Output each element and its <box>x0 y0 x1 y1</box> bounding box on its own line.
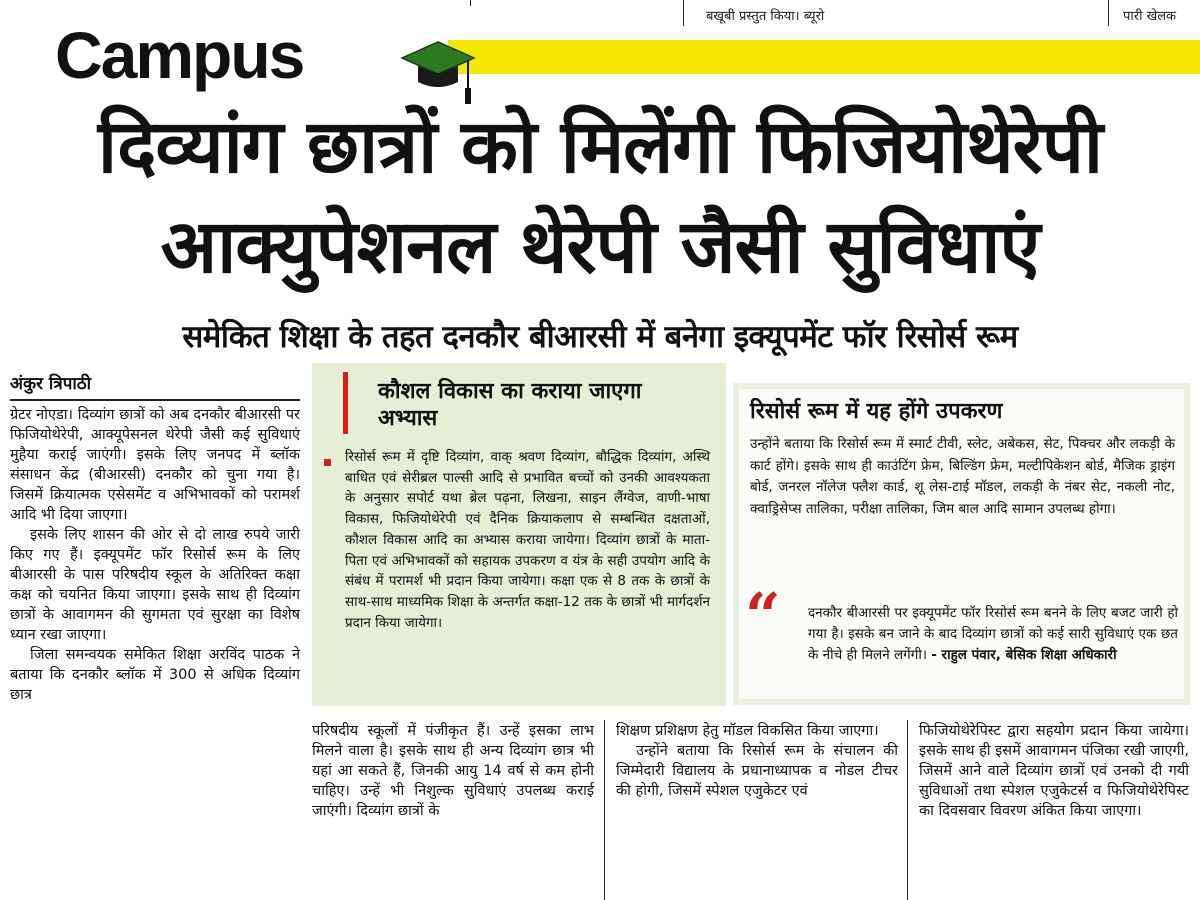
column-divider <box>604 720 605 900</box>
quote-text: दनकौर बीआरसी पर इक्यूपमेंट फॉर रिसोर्स रूम बनने के लिए बजट जारी हो गया है। इसके बन जाने के बाद दिव्यांग छात्रों को कई सारी सुविधाएं एक छत के नीचे ही मिलने लगेंगी। <box>808 605 1178 663</box>
paragraph: फिजियोथेरेपिस्ट द्वारा सहयोग प्रदान किया जायेगा। इसके साथ ही इसमें आवागमन पंजिका रखी जाएगी, जिसमें आने वाले दिव्यांग छात्रों एवं उनको दी गयी सुविधाओं तथा स्पेशल एजुकेटर्स व फिजियोथेरेपिस्ट का दिवसवार विवरण अंकित किया जाएगा। <box>919 723 1189 819</box>
left-column <box>10 405 300 705</box>
paragraph: इसके लिए शासन की ओर से दो लाख रुपये जारी किए गए हैं। इक्यूपमेंट फॉर रिसोर्स रूम के लिए बीआरसी के पास परिषदीय स्कूल के अतिरिक्त कक्षा कक्ष को चयनित किया जाएगा। इसके साथ ही दिव्यांग छात्रों के आवागमन की सुगमता एवं सुरक्षा का विशेष ध्यान रखा जाएगा। <box>10 527 300 643</box>
graduation-cap-icon <box>398 30 478 114</box>
paragraph: परिषदीय स्कूलों में पंजीकृत हैं। उन्हें इसका लाभ मिलने वाला है। इसके साथ ही अन्य दिव्यांग छात्र भी यहां आ सकते हैं, जिनकी आयु 14 वर्ष से कम होनी चाहिए। उन्हें भी निशुल्क सुविधाएं उपलब्ध कराई जाएंगी। दिव्यांग छात्रों के <box>312 723 594 819</box>
byline: अंकुर त्रिपाठी <box>10 374 92 394</box>
bullet-square-icon <box>324 459 331 466</box>
column-divider <box>683 0 684 26</box>
bottom-column-2 <box>616 721 898 801</box>
bottom-column-3 <box>919 721 1189 821</box>
headline-line-2: आक्युपेशनल थेरेपी जैसी सुविधाएं <box>160 204 1040 290</box>
paragraph: ग्रेटर नोएडा। दिव्यांग छात्रों को अब दनकौर बीआरसी पर फिजियोथेरेपी, आक्यूपेसनल थेरेपी जैसी कई सुविधाएं मुहैया कराई जाएंगी। इसके लिए जनपद में ब्लॉक संसाधन केंद्र (बीआरसी) दनकौर को चुना गया है। जिसमें क्रियात्मक एसेसमेंट व अभिभावकों को परामर्श आदि भी दिया जाएगा। <box>10 407 300 523</box>
box-body: रिसोर्स रूम में दृष्टि दिव्यांग, वाक् श्रवण दिव्यांग, बौद्धिक दिव्यांग, अस्थि बाधित एवं सेरीब्रल पाल्सी आदि से प्रभावित बच्चों को उनकी आवश्यकता के अनुसार सपोर्ट यथा ब्रेल पढ़ना, लिखना, साइन लैंग्वेज, वाणी-भाषा विकास, फिजियोथेरेपी एवं दैनिक क्रियाकलाप से सम्बन्धित दक्षताओं, कौशल विकास आदि का अभ्यास कराया जायेगा। दिव्यांग छात्रों के माता-पिता एवं अभिभावकों को सहायक उपकरण व यंत्र के सही उपयोग आदि के संबंध में परामर्श भी प्रदान किया जायेगा। कक्षा एक से 8 तक के छात्रों के साथ-साथ माध्यमिक शिक्षा के अन्तर्गत कक्षा-12 तक के छात्रों भी मार्गदर्शन प्रदान किया जायेगा। <box>345 449 710 631</box>
top-snippet-right: पारी खेलक <box>1123 9 1176 24</box>
quote-attribution: - राहुल पंवार, बेसिक शिक्षा अधिकारी <box>931 647 1117 663</box>
byline-rule <box>10 399 300 401</box>
column-divider <box>907 720 908 900</box>
quote-mark-icon: “ <box>745 579 781 652</box>
paragraph: शिक्षण प्रशिक्षण हेतु मॉडल विकसित किया जाएगा। <box>616 723 879 739</box>
subheading: समेकित शिक्षा के तहत दनकौर बीआरसी में बनेगा इक्यूपमेंट फॉर रिसोर्स रूम <box>182 319 1018 355</box>
top-snippet-center: बखूबी प्रस्तुत किया। ब्यूरो <box>706 9 825 24</box>
headline-line-1: दिव्यांग छात्रों को मिलेंगी फिजियोथेरेपी <box>97 104 1103 190</box>
title-accent-bar <box>343 372 348 434</box>
paragraph: जिला समन्वयक समेकित शिक्षा अरविंद पाठक ने बताया कि दनकौर ब्लॉक में 300 से अधिक दिव्यांग छात्र <box>10 647 300 703</box>
column-divider <box>470 0 471 6</box>
pull-quote <box>808 603 1178 666</box>
box-title: कौशल विकास का कराया जाएगा अभ्यास <box>378 379 642 431</box>
box-title: रिसोर्स रूम में यह होंगे उपकरण <box>750 399 1003 424</box>
masthead-yellow-bar <box>448 40 1200 74</box>
section-title: Campus <box>55 18 304 92</box>
bottom-column-1 <box>312 721 594 821</box>
box-body: उन्होंने बताया कि रिसोर्स रूम में स्मार्ट टीवी, स्लेट, अबेकस, सेट, पिक्चर और लकड़ी के कार्ट होंगे। इसके साथ ही काउंटिंग फ्रेम, बिल्डिंग फ्रेम, मल्टीपिकेशन बोर्ड, मैजिक ड्राइंग बोर्ड, जनरल नॉलेज फ्लैश कार्ड, शू लेस-टाई मॉडल, लकड़ी के नंबर सेट, नकली नोट, क्वाड्रिसेप्स तालिका, परीक्षा तालिका, जिम बाल आदि सामान उपलब्ध होगा। <box>750 436 1175 517</box>
column-divider <box>1108 0 1109 26</box>
paragraph: उन्होंने बताया कि रिसोर्स रूम के संचालन की जिम्मेदारी विद्यालय के प्रधानाध्यापक व नोडल टीचर की होगी, जिसमें स्पेशल एजुकेटर एवं <box>616 743 898 799</box>
